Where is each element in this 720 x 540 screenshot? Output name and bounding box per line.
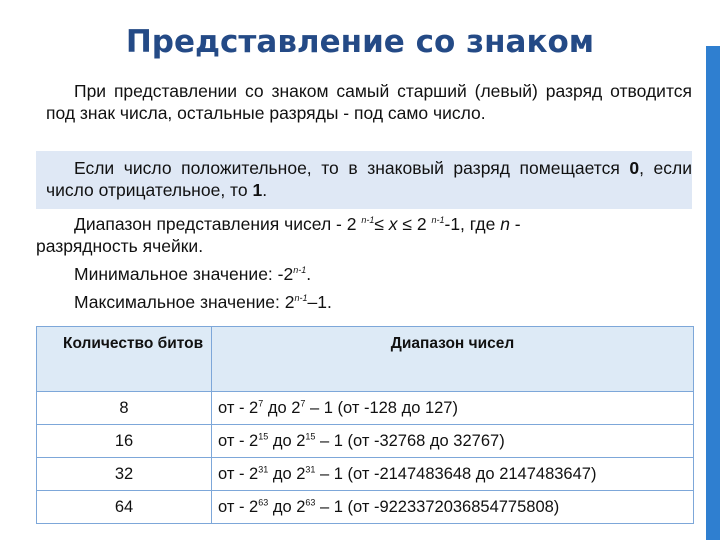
paragraph-signed-representation bbox=[46, 80, 692, 124]
p2-end: . bbox=[262, 180, 268, 200]
paragraph-sign-bit bbox=[46, 157, 692, 201]
p3-text4: -1, где bbox=[444, 214, 501, 234]
cell-range bbox=[212, 392, 694, 425]
range-part: до 2 bbox=[268, 431, 306, 450]
min-end: . bbox=[306, 264, 312, 284]
range-exp: 63 bbox=[305, 497, 316, 507]
p2-zero: 0 bbox=[629, 158, 640, 178]
range-exp: 15 bbox=[258, 431, 269, 441]
cell-bits: 64 bbox=[37, 491, 212, 524]
min-value-line bbox=[46, 263, 692, 285]
range-part: от - 2 bbox=[218, 398, 259, 417]
range-exp: 31 bbox=[258, 464, 269, 474]
p2-one: 1 bbox=[252, 180, 263, 200]
range-part: от - 2 bbox=[218, 431, 259, 450]
range-part: – 1 (от -9223372036854775808) bbox=[315, 497, 560, 516]
p3-var-n: n bbox=[500, 214, 510, 234]
header-bits: Количество битов bbox=[37, 327, 212, 392]
cell-range bbox=[212, 491, 694, 524]
p2-before: Если число положительное, то в знаковый разряд помещается bbox=[74, 158, 630, 178]
range-part: до 2 bbox=[263, 398, 301, 417]
p3-text5: - bbox=[509, 214, 521, 234]
paragraph-range bbox=[36, 213, 692, 257]
table-row bbox=[37, 491, 694, 524]
min-label: Минимальное значение: -2 bbox=[74, 264, 294, 284]
header-range: Диапазон чисел bbox=[212, 327, 694, 392]
p3-var-x: х bbox=[388, 214, 398, 234]
cell-bits: 16 bbox=[37, 425, 212, 458]
cell-range bbox=[212, 425, 694, 458]
range-exp: 7 bbox=[300, 398, 306, 408]
range-part: до 2 bbox=[268, 464, 306, 483]
p3-text1: Диапазон представления чисел - 2 bbox=[74, 214, 357, 234]
range-part: от - 2 bbox=[218, 497, 259, 516]
range-exp: 31 bbox=[305, 464, 316, 474]
p3-sup1: n-1 bbox=[361, 215, 375, 226]
p3-text3: ≤ 2 bbox=[397, 214, 427, 234]
p3-line2: разрядность ячейки. bbox=[36, 236, 204, 256]
max-value-line bbox=[46, 291, 692, 313]
min-sup: n-1 bbox=[293, 265, 307, 276]
p2-middle: , если число отрицательное, то bbox=[46, 158, 692, 200]
max-end: –1. bbox=[307, 292, 332, 312]
range-part: – 1 (от -32768 до 32767) bbox=[315, 431, 505, 450]
page-title: Представление со знаком bbox=[125, 24, 595, 60]
ranges-table bbox=[36, 326, 694, 524]
range-exp: 7 bbox=[258, 398, 264, 408]
accent-sidebar bbox=[706, 0, 720, 540]
max-label: Максимальное значение: 2 bbox=[74, 292, 295, 312]
range-part: до 2 bbox=[268, 497, 306, 516]
cell-range bbox=[212, 458, 694, 491]
table-header-row bbox=[37, 327, 694, 392]
range-exp: 15 bbox=[305, 431, 316, 441]
table-row bbox=[37, 425, 694, 458]
range-exp: 63 bbox=[258, 497, 269, 507]
cell-bits: 32 bbox=[37, 458, 212, 491]
range-part: – 1 (от -2147483648 до 2147483647) bbox=[315, 464, 597, 483]
range-part: – 1 (от -128 до 127) bbox=[305, 398, 458, 417]
p3-text2: ≤ bbox=[374, 214, 389, 234]
range-part: от - 2 bbox=[218, 464, 259, 483]
cell-bits: 8 bbox=[37, 392, 212, 425]
max-sup: n-1 bbox=[294, 293, 308, 304]
paragraph1-text: При представлении со знаком самый старший (левый) разряд отводится под знак числа, остальные разряды - под само число. bbox=[46, 81, 692, 123]
p3-sup2: n-1 bbox=[431, 215, 445, 226]
table-row bbox=[37, 458, 694, 491]
table-row bbox=[37, 392, 694, 425]
